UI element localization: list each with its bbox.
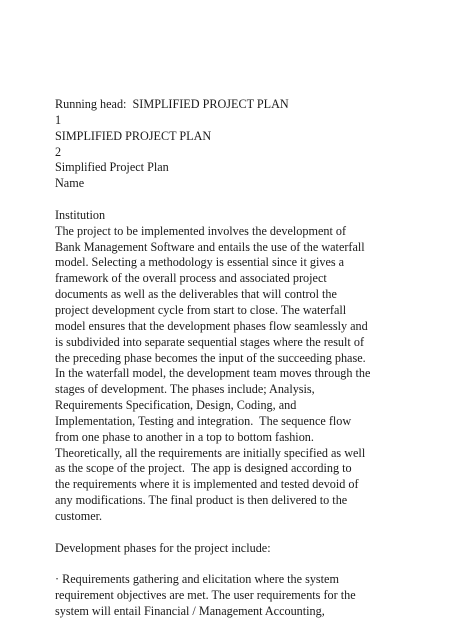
paragraph-line: Theoretically, all the requirements are initially specified as well	[55, 445, 366, 460]
page-number: 2	[55, 144, 62, 159]
paragraph-line: from one phase to another in a top to bottom fashion.	[55, 429, 314, 444]
paragraph-line: framework of the overall process and associated project	[55, 271, 327, 286]
blank-line	[55, 556, 405, 572]
paragraph-line: the requirements where it is implemented and tested devoid of	[55, 477, 359, 492]
bullet-line: requirement objectives are met. The user requirements for the	[55, 588, 356, 603]
paragraph-line: model. Selecting a methodology is essential since it gives a	[55, 255, 345, 270]
page-number: 1	[55, 112, 62, 127]
paragraph-intro	[55, 224, 405, 525]
bullet-item	[55, 572, 405, 620]
blank-line	[55, 525, 405, 541]
paragraph-line: model ensures that the development phases flow seamlessly and	[55, 318, 368, 333]
paragraph-line: any modifications. The final product is then delivered to the	[55, 493, 348, 508]
paragraph-line: Bank Management Software and entails the use of the waterfall	[55, 239, 365, 254]
blank-line	[55, 192, 405, 208]
paragraph-line: is subdivided into separate sequential stages where the result of	[55, 334, 365, 349]
author-name: Name	[55, 176, 85, 191]
bullet-line: · Requirements gathering and elicitation where the system	[55, 572, 339, 587]
running-head: Running head: SIMPLIFIED PROJECT PLAN	[55, 97, 289, 111]
document-title: Simplified Project Plan	[55, 160, 169, 175]
institution: Institution	[55, 207, 106, 222]
paragraph-line: Requirements Specification, Design, Coding, and	[55, 398, 297, 413]
paragraph-line: The project to be implemented involves the development of	[55, 223, 347, 238]
paragraph-line: In the waterfall model, the development team moves through the	[55, 366, 371, 381]
document-text	[55, 97, 405, 620]
bullet-line: system will entail Financial / Management Accounting,	[55, 604, 325, 618]
paragraph-line: as the scope of the project. The app is designed according to	[55, 461, 352, 476]
paragraph-line: stages of development. The phases include; Analysis,	[55, 382, 315, 397]
short-title: SIMPLIFIED PROJECT PLAN	[55, 128, 212, 143]
paragraph-line: Implementation, Testing and integration. The sequence flow	[55, 413, 352, 428]
phases-intro: Development phases for the project include:	[55, 540, 271, 555]
paragraph-line: the preceding phase becomes the input of the succeeding phase.	[55, 350, 366, 365]
paragraph-line: customer.	[55, 508, 103, 523]
paragraph-line: project development cycle from start to close. The waterfall	[55, 302, 347, 317]
paragraph-line: documents as well as the deliverables that will control the	[55, 287, 337, 302]
